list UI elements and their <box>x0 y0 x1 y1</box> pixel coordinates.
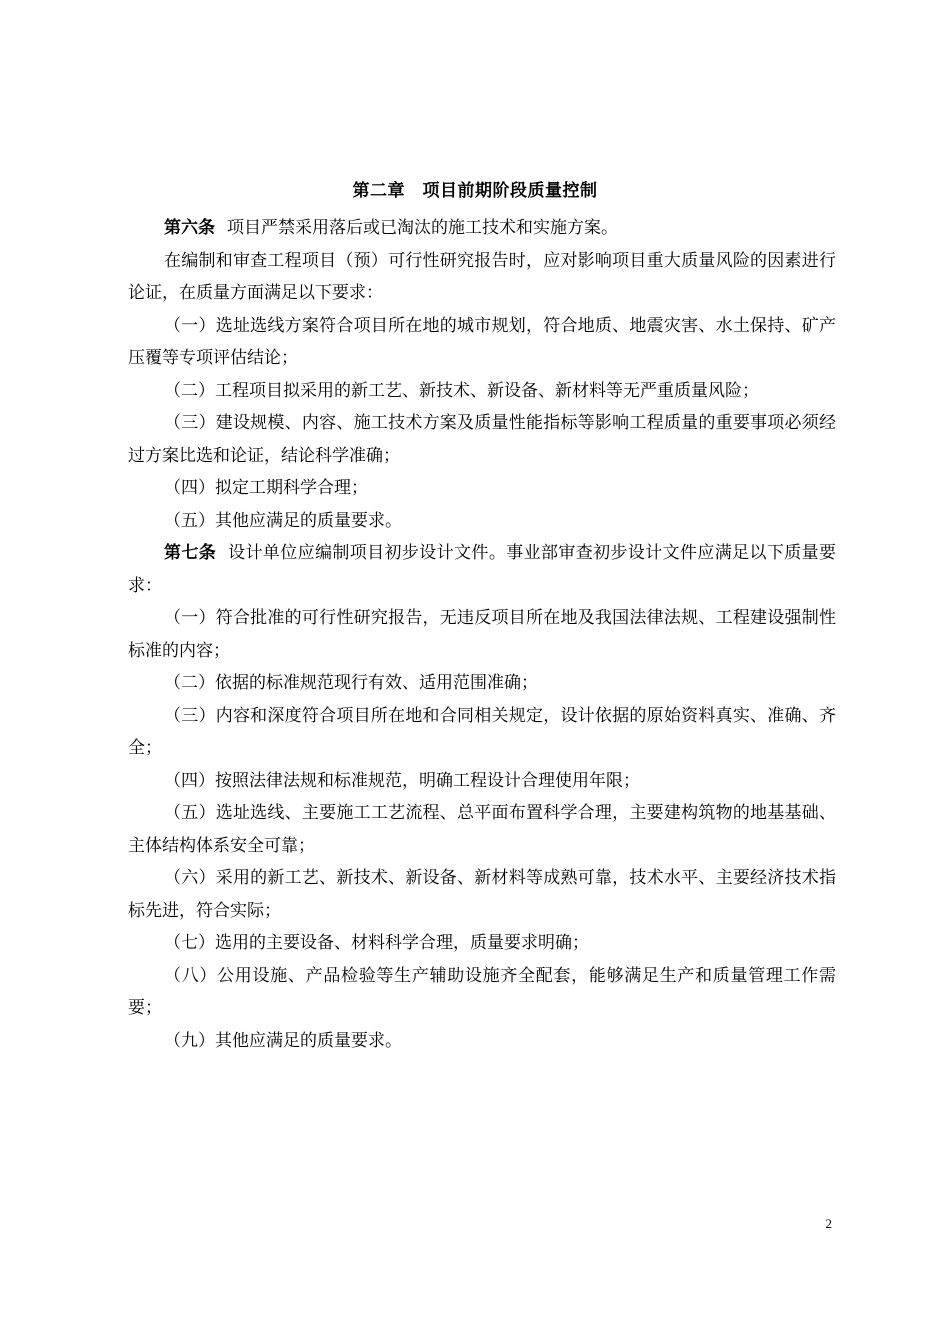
article-6-item-5: （五）其他应满足的质量要求。 <box>164 510 402 531</box>
article-7-item-8: （八）公用设施、产品检验等生产辅助设施齐全配套，能够满足生产和质量管理工作需要； <box>128 965 836 1018</box>
article-6-intro: 在编制和审查工程项目（预）可行性研究报告时，应对影响项目重大质量风险的因素进行论证，在质量方面满足以下要求： <box>128 250 836 303</box>
article-6-item-2: （二）工程项目拟采用的新工艺、新技术、新设备、新材料等无严重质量风险； <box>164 380 759 401</box>
article-6-item-3: （三）建设规模、内容、施工技术方案及质量性能指标等影响工程质量的重要事项必须经过方案比选和论证，结论科学准确； <box>128 413 836 466</box>
page-number: 2 <box>825 1216 832 1231</box>
article-7-item-4: （四）按照法律法规和标准规范，明确工程设计合理使用年限； <box>164 770 640 791</box>
article-7-item-6: （六）采用的新工艺、新技术、新设备、新材料等成熟可靠，技术水平、主要经济技术指标先进，符合实际； <box>128 868 836 921</box>
article-6-paragraph <box>128 212 836 245</box>
chapter-title: 第二章 项目前期阶段质量控制 <box>352 181 598 201</box>
article-7-item-5: （五）选址选线、主要施工工艺流程、总平面布置科学合理，主要建构筑物的地基基础、主体结构体系安全可靠； <box>128 803 836 856</box>
article-7-item-7: （七）选用的主要设备、材料科学合理，质量要求明确； <box>164 933 589 953</box>
article-6-item-1: （一）选址选线方案符合项目所在地的城市规划，符合地质、地震灾害、水土保持、矿产压覆等专项评估结论； <box>128 315 836 368</box>
article-6-text: 项目严禁采用落后或已淘汰的施工技术和实施方案。 <box>227 218 618 238</box>
article-7-item-3: （三）内容和深度符合项目所在地和合同相关规定，设计依据的原始资料真实、准确、齐全； <box>128 705 836 758</box>
article-7-label: 第七条 <box>164 543 217 563</box>
article-6-label: 第六条 <box>164 218 215 238</box>
article-7-item-1: （一）符合批准的可行性研究报告，无违反项目所在地及我国法律法规、工程建设强制性标准的内容； <box>128 608 836 661</box>
article-6-item-4: （四）拟定工期科学合理； <box>164 478 368 498</box>
document-body <box>128 212 836 1057</box>
article-7-item-9: （九）其他应满足的质量要求。 <box>164 1030 402 1051</box>
article-7-paragraph <box>128 537 836 602</box>
article-7-item-2: （二）依据的标准规范现行有效、适用范围准确； <box>164 673 538 693</box>
article-7-text: 设计单位应编制项目初步设计文件。事业部审查初步设计文件应满足以下质量要求： <box>128 543 837 596</box>
